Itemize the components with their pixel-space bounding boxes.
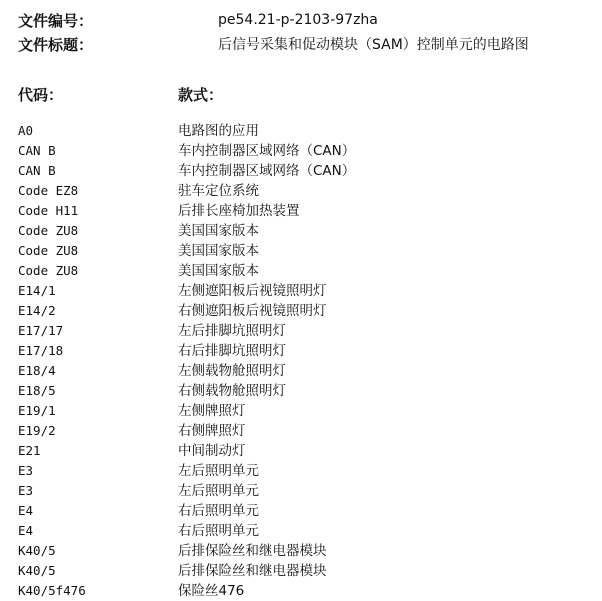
document-number-label: 文件编号： (18, 11, 94, 30)
row-desc: 左后照明单元 (178, 483, 259, 499)
table-row (18, 221, 598, 241)
row-code: CAN B (18, 143, 56, 158)
row-code: E14/2 (18, 303, 56, 318)
row-desc: 右后照明单元 (178, 523, 259, 539)
row-code: E21 (18, 443, 41, 458)
table-row (18, 581, 598, 601)
table-header (18, 84, 598, 105)
row-code: K40/5 (18, 563, 56, 578)
table-row (18, 501, 598, 521)
table-row (18, 181, 598, 201)
row-code: Code ZU8 (18, 263, 79, 278)
row-desc: 后排保险丝和继电器模块 (178, 563, 327, 579)
row-desc: 右后照明单元 (178, 503, 259, 519)
row-code: CAN B (18, 163, 56, 178)
row-code: E17/18 (18, 343, 64, 358)
row-code: A0 (18, 123, 34, 138)
table-row (18, 161, 598, 181)
row-desc: 中间制动灯 (178, 443, 246, 459)
row-code: E4 (18, 523, 34, 538)
row-desc: 左侧载物舱照明灯 (178, 363, 286, 379)
table-row (18, 401, 598, 421)
table-row (18, 121, 598, 141)
row-code: Code ZU8 (18, 243, 79, 258)
table-row (18, 461, 598, 481)
row-desc: 美国国家版本 (178, 243, 259, 259)
row-desc: 车内控制器区域网络（CAN） (178, 143, 356, 159)
row-code: E18/4 (18, 363, 56, 378)
row-desc: 车内控制器区域网络（CAN） (178, 163, 356, 179)
document-title-label: 文件标题： (18, 35, 94, 54)
row-code: Code EZ8 (18, 183, 79, 198)
row-desc: 左侧遮阳板后视镜照明灯 (178, 283, 327, 299)
row-desc: 美国国家版本 (178, 263, 259, 279)
row-desc: 左后排脚坑照明灯 (178, 323, 286, 339)
row-desc: 保险丝476 (178, 583, 245, 599)
row-desc: 右侧遮阳板后视镜照明灯 (178, 303, 327, 319)
table-row (18, 541, 598, 561)
table-row (18, 381, 598, 401)
row-code: E19/1 (18, 403, 56, 418)
row-desc: 电路图的应用 (178, 123, 259, 139)
row-desc: 美国国家版本 (178, 223, 259, 239)
table-row (18, 241, 598, 261)
row-desc: 左侧牌照灯 (178, 403, 246, 419)
table-row (18, 521, 598, 541)
row-code: E4 (18, 503, 34, 518)
row-code: E3 (18, 483, 34, 498)
document-meta (18, 8, 598, 56)
row-desc: 右侧载物舱照明灯 (178, 383, 286, 399)
document-title-row (18, 32, 598, 56)
table-row (18, 561, 598, 581)
code-list (18, 121, 598, 601)
table-row (18, 201, 598, 221)
header-code: 代码： (18, 86, 64, 104)
row-desc: 右侧牌照灯 (178, 423, 246, 439)
table-row (18, 421, 598, 441)
row-code: K40/5 (18, 543, 56, 558)
row-code: E18/5 (18, 383, 56, 398)
row-code: E3 (18, 463, 34, 478)
table-row (18, 481, 598, 501)
row-code: E17/17 (18, 323, 64, 338)
table-row (18, 441, 598, 461)
row-desc: 左后照明单元 (178, 463, 259, 479)
table-row (18, 301, 598, 321)
row-desc: 后排长座椅加热装置 (178, 203, 300, 219)
document-number-value: pe54.21-p-2103-97zha (218, 12, 378, 28)
row-code: E19/2 (18, 423, 56, 438)
row-desc: 后排保险丝和继电器模块 (178, 543, 327, 559)
row-code: K40/5f476 (18, 583, 86, 598)
row-desc: 驻车定位系统 (178, 183, 259, 199)
table-row (18, 321, 598, 341)
document-number-row (18, 8, 598, 32)
table-row (18, 261, 598, 281)
table-row (18, 281, 598, 301)
row-code: Code H11 (18, 203, 79, 218)
table-row (18, 141, 598, 161)
table-row (18, 341, 598, 361)
table-row (18, 361, 598, 381)
row-code: E14/1 (18, 283, 56, 298)
row-code: Code ZU8 (18, 223, 79, 238)
document-title-value: 后信号采集和促动模块（SAM）控制单元的电路图 (218, 37, 529, 53)
row-desc: 右后排脚坑照明灯 (178, 343, 286, 359)
header-desc: 款式： (178, 86, 224, 104)
